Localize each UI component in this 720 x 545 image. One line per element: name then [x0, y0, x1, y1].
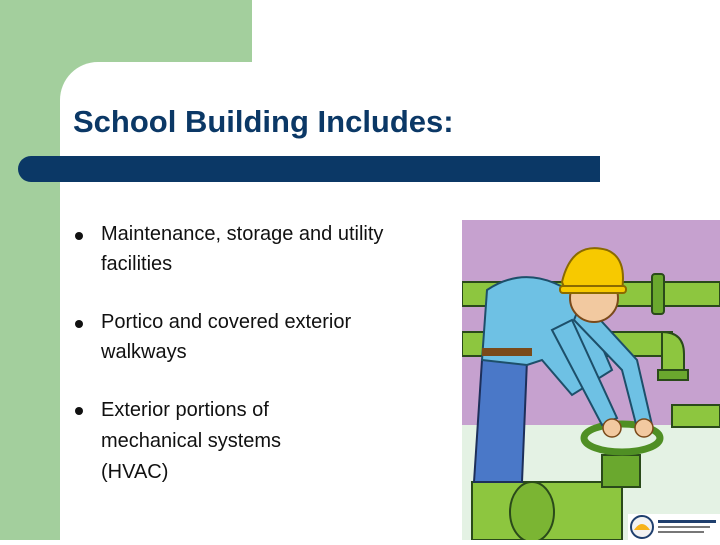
worker-belt: [482, 348, 532, 356]
worker-legs: [474, 360, 527, 482]
hard-hat-brim: [560, 286, 626, 293]
pipe-elbow-flange: [658, 370, 688, 380]
bullet-text: Maintenance, storage and utility facilities: [101, 223, 384, 275]
footer-logo: [628, 514, 720, 540]
bullet-text: Exterior portions of mechanical systems (HVAC): [101, 399, 282, 483]
pipe-front-flange: [510, 482, 554, 540]
pipe-flange: [652, 274, 664, 314]
bullet-dot: [75, 232, 83, 240]
logo-badge-icon: [628, 514, 720, 540]
slide-title: School Building Includes:: [73, 104, 454, 139]
worker-hand-right: [635, 419, 653, 437]
bullet-dot: [75, 320, 83, 328]
bullet-dot: [75, 407, 83, 415]
pipe-right: [672, 405, 720, 427]
bullet-text: Portico and covered exterior walkways: [101, 311, 352, 363]
worker-hand-left: [603, 419, 621, 437]
worker-valve-illustration: [462, 220, 720, 540]
valve-body: [602, 455, 640, 487]
